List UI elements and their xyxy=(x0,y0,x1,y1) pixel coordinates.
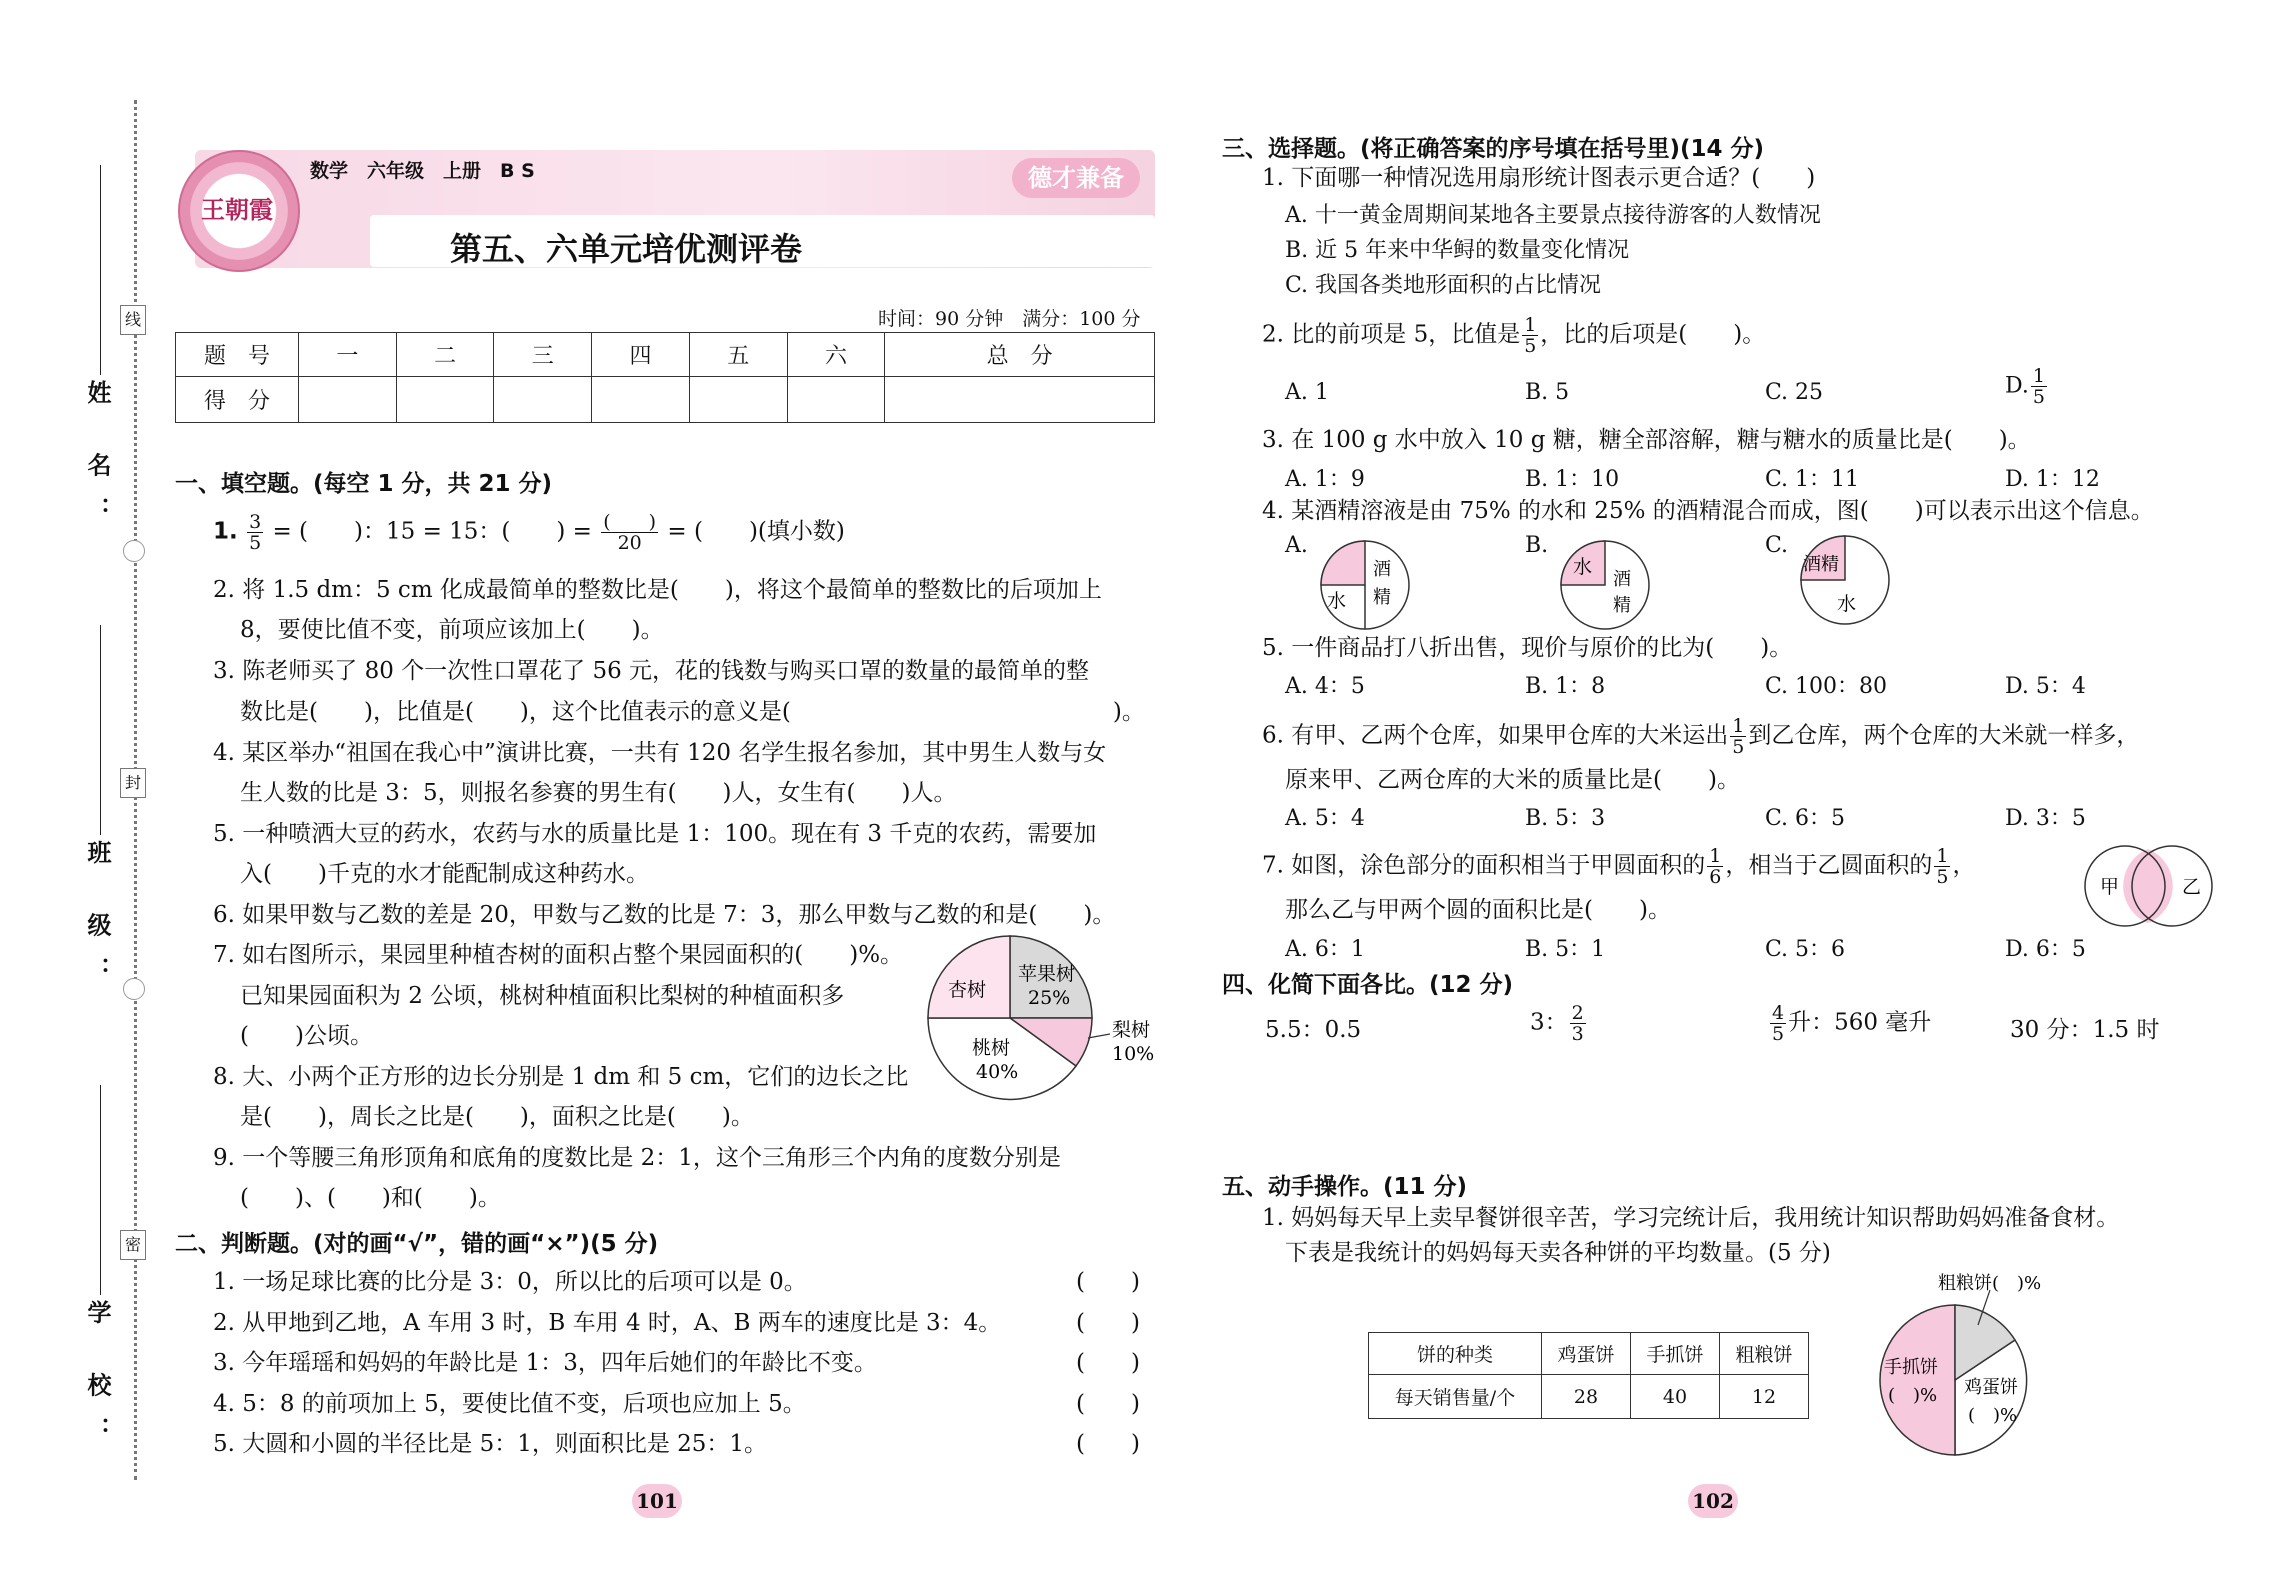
choice-q7-text-2: ，相当于乙圆面积的 xyxy=(1725,852,1933,879)
choice-q7-text: 7. 如图，涂色部分的面积相当于甲圆面积的 xyxy=(1262,852,1706,879)
exam-time: 时间：90 分钟 满分：100 分 xyxy=(878,308,1141,330)
score-input-cell[interactable] xyxy=(592,377,690,423)
choice-q6-text-2: 到乙仓库，两个仓库的大米就一样多， xyxy=(1748,722,2140,749)
page-title: 第五、六单元培优测评卷 xyxy=(450,230,803,268)
page-number-right: 102 xyxy=(1688,1484,1738,1518)
fill-q6: 6. 如果甲数与乙数的差是 20，甲数与乙数的比是 7：3，那么甲数与乙数的和是( )。 xyxy=(213,902,1116,928)
pie-slice-apricot xyxy=(928,936,1010,1018)
choice-q6-stem-2: 原来甲、乙两仓库的大米的质量比是( )。 xyxy=(1285,767,1740,793)
svg-text:酒: 酒 xyxy=(1613,569,1631,590)
table-header-cell: 鸡蛋饼 xyxy=(1542,1333,1631,1375)
table-header-cell: 饼的种类 xyxy=(1369,1333,1542,1375)
choice-q4-circle-b xyxy=(1555,535,1655,635)
pie-label-peach-pct: 40% xyxy=(976,1061,1019,1083)
table-cell: 12 xyxy=(1720,1375,1809,1419)
fraction: $\frac{4}{5}$ xyxy=(1772,1002,1785,1045)
choice-q5-opt-c[interactable]: C. 100：80 xyxy=(1765,674,1888,699)
operate-q1-line2: 下表是我统计的妈妈每天卖各种饼的平均数量。(5 分) xyxy=(1285,1240,1831,1266)
operate-q1-line1: 1. 妈妈每天早上卖早餐饼很辛苦，学习完统计后，我用统计知识帮助妈妈准备食材。 xyxy=(1262,1205,2120,1231)
school-label: 学 校： xyxy=(83,1300,112,1461)
score-input-cell[interactable] xyxy=(787,377,885,423)
fill-q2-line2: 8，要使比值不变，前项应该加上( )。 xyxy=(240,617,664,643)
score-header-cell: 六 xyxy=(787,333,885,377)
score-header-cell: 总 分 xyxy=(885,333,1155,377)
fill-q3-line1: 3. 陈老师买了 80 个一次性口罩花了 56 元，花的钱数与购买口罩的数量的最简单的整 xyxy=(213,658,1090,684)
choice-q4-stem: 4. 某酒精溶液是由 75% 的水和 25% 的酒精混合而成，图( )可以表示出这个信息。 xyxy=(1262,498,2154,524)
fill-q4-line2: 生人数的比是 3：5，则报名参赛的男生有( )人，女生有( )人。 xyxy=(240,780,957,806)
svg-text:精: 精 xyxy=(1613,595,1631,616)
choice-q1-opt-c[interactable]: C. 我国各类地形面积的占比情况 xyxy=(1285,273,1602,298)
judge-item-4: 4. 5：8 的前项加上 5，要使比值不变，后项也应加上 5。 xyxy=(213,1391,806,1417)
q1-text-2: = ( )(填小数) xyxy=(667,518,845,545)
choice-q4-circle-c xyxy=(1795,530,1895,630)
simplify-3: $\frac{4}{5}$ 升：560 毫升 xyxy=(1772,1002,1932,1045)
pie-slice-hand xyxy=(1880,1305,1955,1455)
choice-q6-text: 6. 有甲、乙两个仓库，如果甲仓库的大米运出 xyxy=(1262,722,1729,749)
choice-q2-opt-b[interactable]: B. 5 xyxy=(1525,380,1570,405)
judge-answer-1[interactable]: ( ) xyxy=(1076,1269,1140,1295)
subject-line: 数学 六年级 上册 B S xyxy=(310,160,535,182)
choice-q2-opt-a[interactable]: A. 1 xyxy=(1285,380,1329,405)
binding-circle-2 xyxy=(123,978,145,1000)
simplify-2: 3： $\frac{2}{3}$ xyxy=(1530,1002,1584,1045)
score-header-cell: 三 xyxy=(494,333,592,377)
orchard-pie-chart xyxy=(920,928,1160,1108)
score-header-cell: 五 xyxy=(689,333,787,377)
name-label: 姓 名： xyxy=(83,380,112,541)
choice-q6-stem xyxy=(1262,716,2139,757)
table-cell: 28 xyxy=(1542,1375,1631,1419)
fraction: $\frac{2}{3}$ xyxy=(1571,1002,1584,1045)
choice-q6-opt-d[interactable]: D. 3：5 xyxy=(2005,806,2086,831)
choice-q7-opt-c[interactable]: C. 5：6 xyxy=(1765,937,1846,962)
svg-text:水: 水 xyxy=(1837,593,1857,615)
svg-text:水: 水 xyxy=(1573,556,1593,578)
judge-answer-2[interactable]: ( ) xyxy=(1076,1310,1140,1336)
simplify-1: 5.5：0.5 xyxy=(1265,1017,1362,1043)
choice-q2-text: 2. 比的前项是 5，比值是 xyxy=(1262,321,1521,348)
fill-q9-line1: 9. 一个等腰三角形顶角和底角的度数比是 2：1，这个三角形三个内角的度数分别是 xyxy=(213,1145,1061,1171)
choice-q5-stem: 5. 一件商品打八折出售，现价与原价的比为( )。 xyxy=(1262,635,1793,661)
choice-q3-stem: 3. 在 100 g 水中放入 10 g 糖，糖全部溶解，糖与糖水的质量比是( )。 xyxy=(1262,427,2031,453)
score-table xyxy=(175,332,1155,423)
fill-q7-line1: 7. 如右图所示，果园里种植杏树的面积占整个果园面积的( )%。 xyxy=(213,942,904,968)
section-3-heading: 三、选择题。(将正确答案的序号填在括号里)(14 分) xyxy=(1222,136,1765,162)
score-header-cell: 二 xyxy=(396,333,494,377)
score-input-cell[interactable] xyxy=(885,377,1155,423)
choice-q3-opt-c[interactable]: C. 1：11 xyxy=(1765,467,1860,492)
seal-box-secret: 密 xyxy=(120,1230,146,1260)
pie-label-apricot: 杏树 xyxy=(948,979,987,1001)
badge: 德才兼备 xyxy=(1012,158,1140,198)
judge-item-2: 2. 从甲地到乙地，A 车用 3 时，B 车用 4 时，A、B 两车的速度比是 3：4。 xyxy=(213,1310,1002,1336)
fill-q7-line3: ( )公顷。 xyxy=(240,1023,373,1049)
fill-q9-line2: ( )、( )和( )。 xyxy=(240,1185,501,1211)
choice-q7-opt-d[interactable]: D. 6：5 xyxy=(2005,937,2086,962)
table-cell: 40 xyxy=(1631,1375,1720,1419)
fill-q3-line2: 数比是( )，比值是( )，这个比值表示的意义是( )。 xyxy=(240,699,1145,725)
section-4-heading: 四、化简下面各比。(12 分) xyxy=(1222,972,1514,998)
seal-box-seal: 封 xyxy=(120,768,146,798)
judge-item-5: 5. 大圆和小圆的半径比是 5：1，则面积比是 25：1。 xyxy=(213,1431,768,1457)
fill-q5-line2: 入( )千克的水才能配制成这种药水。 xyxy=(240,861,649,887)
choice-q2-stem xyxy=(1262,315,1765,356)
choice-q2-opt-d[interactable]: D. $\frac{1}{5}$ xyxy=(2005,365,2045,408)
table-cell: 每天销售量/个 xyxy=(1369,1375,1542,1419)
choice-q5-opt-a[interactable]: A. 4：5 xyxy=(1285,674,1365,699)
fraction: $\frac{1}{5}$ xyxy=(1936,845,1949,888)
choice-q7-stem-2: 那么乙与甲两个圆的面积比是( )。 xyxy=(1285,897,1671,923)
class-underline[interactable] xyxy=(100,625,101,835)
pie-label-egg-pct: ( )% xyxy=(1968,1405,2018,1426)
choice-q3-opt-d[interactable]: D. 1：12 xyxy=(2005,467,2100,492)
fill-q4-line1: 4. 某区举办“祖国在我心中”演讲比赛，一共有 120 名学生报名参加，其中男生人数与女 xyxy=(213,740,1107,766)
seal-box-line: 线 xyxy=(120,305,146,335)
svg-text:酒: 酒 xyxy=(1373,559,1391,580)
section-5-heading: 五、动手操作。(11 分) xyxy=(1222,1174,1468,1200)
fraction: $\frac{1}{6}$ xyxy=(1709,845,1722,888)
pie-label-apple: 苹果树 xyxy=(1018,963,1076,985)
svg-text:乙: 乙 xyxy=(2182,876,2202,898)
pie-label-coarse: 粗粮饼( )% xyxy=(1938,1273,2042,1294)
pie-label-pear: 梨树 xyxy=(1112,1019,1151,1041)
judge-item-3: 3. 今年瑶瑶和妈妈的年龄比是 1：3，四年后她们的年龄比不变。 xyxy=(213,1350,877,1376)
score-header-cell: 题 号 xyxy=(176,333,299,377)
pie-label-hand-pct: ( )% xyxy=(1888,1385,1938,1406)
choice-q3-opt-b[interactable]: B. 1：10 xyxy=(1525,467,1620,492)
table-header-cell: 手抓饼 xyxy=(1631,1333,1720,1375)
choice-q7-text-3: ， xyxy=(1952,852,1976,879)
fill-q5-line1: 5. 一种喷洒大豆的药水，农药与水的质量比是 1：100。现在有 3 千克的农药，需要加 xyxy=(213,821,1097,847)
judge-answer-5[interactable]: ( ) xyxy=(1076,1431,1140,1457)
class-label: 班 级： xyxy=(83,840,112,1001)
svg-text:酒精: 酒精 xyxy=(1803,554,1839,575)
fill-q7-line2: 已知果园面积为 2 公顷，桃树种植面积比梨树的种植面积多 xyxy=(240,983,845,1009)
score-label-cell: 得 分 xyxy=(176,377,299,423)
choice-q7-opt-a[interactable]: A. 6：1 xyxy=(1285,937,1365,962)
score-input-cell[interactable] xyxy=(494,377,592,423)
q1-text-1: = ( )：15 = 15：( ) = xyxy=(272,518,592,545)
logo-text: 王朝霞 xyxy=(201,195,273,224)
score-input-cell[interactable] xyxy=(396,377,494,423)
choice-q4-opt-c[interactable]: C. xyxy=(1765,533,1789,558)
fill-q8-line1: 8. 大、小两个正方形的边长分别是 1 dm 和 5 cm，它们的边长之比 xyxy=(213,1064,909,1090)
choice-q5-opt-b[interactable]: B. 1：8 xyxy=(1525,674,1606,699)
pie-label-peach: 桃树 xyxy=(972,1037,1011,1059)
name-underline[interactable] xyxy=(100,165,101,375)
fraction: $\frac{1}{5}$ xyxy=(1524,314,1537,357)
choice-q6-opt-a[interactable]: A. 5：4 xyxy=(1285,806,1365,831)
fraction: $\frac{( )}{20}$ xyxy=(603,511,657,554)
venn-circles xyxy=(2070,836,2230,936)
judge-answer-3[interactable]: ( ) xyxy=(1076,1350,1140,1376)
fraction: $\frac{1}{5}$ xyxy=(1732,715,1745,758)
fill-q2-line1: 2. 将 1.5 dm：5 cm 化成最简单的整数比是( )，将这个最简单的整数比的后项加上 xyxy=(213,577,1102,603)
choice-q6-opt-c[interactable]: C. 6：5 xyxy=(1765,806,1846,831)
score-input-cell[interactable] xyxy=(299,377,397,423)
svg-text:精: 精 xyxy=(1373,587,1391,608)
simplify-4: 30 分：1.5 时 xyxy=(2010,1017,2160,1043)
section-2-heading: 二、判断题。(对的画“√”，错的画“×”)(5 分) xyxy=(175,1231,659,1257)
choice-q2-opt-c[interactable]: C. 25 xyxy=(1765,380,1824,405)
pancake-table xyxy=(1368,1332,1809,1419)
fraction: $\frac{3}{5}$ xyxy=(249,511,262,554)
section-1-heading: 一、填空题。(每空 1 分，共 21 分) xyxy=(175,471,553,497)
choice-q4-circle-a xyxy=(1315,535,1415,635)
choice-q1-opt-a[interactable]: A. 十一黄金周期间某地各主要景点接待游客的人数情况 xyxy=(1285,203,1821,228)
choice-q7-stem xyxy=(1262,846,1975,887)
fill-q1 xyxy=(213,512,845,553)
choice-q1-opt-b[interactable]: B. 近 5 年来中华鲟的数量变化情况 xyxy=(1285,238,1630,263)
fraction: $\frac{1}{5}$ xyxy=(2032,365,2045,408)
choice-q5-opt-d[interactable]: D. 5：4 xyxy=(2005,674,2086,699)
pie-label-apple-pct: 25% xyxy=(1028,987,1071,1009)
school-underline[interactable] xyxy=(100,1085,101,1295)
choice-q4-opt-b[interactable]: B. xyxy=(1525,533,1549,558)
choice-q2-text-2: ，比的后项是( )。 xyxy=(1540,321,1766,348)
pancake-pie-chart xyxy=(1860,1265,2090,1465)
fill-q8-line2: 是( )，周长之比是( )，面积之比是( )。 xyxy=(240,1104,754,1130)
binding-circle-1 xyxy=(123,540,145,562)
score-input-cell[interactable] xyxy=(689,377,787,423)
table-header-cell: 粗粮饼 xyxy=(1720,1333,1809,1375)
pie-label-pear-pct: 10% xyxy=(1112,1043,1155,1065)
pie-label-hand: 手抓饼 xyxy=(1884,1357,1938,1378)
choice-q3-opt-a[interactable]: A. 1：9 xyxy=(1285,467,1365,492)
svg-text:水: 水 xyxy=(1327,590,1347,612)
judge-answer-4[interactable]: ( ) xyxy=(1076,1391,1140,1417)
pie-label-egg: 鸡蛋饼 xyxy=(1964,1377,2018,1398)
choice-q4-opt-a[interactable]: A. xyxy=(1285,533,1308,558)
choice-q6-opt-b[interactable]: B. 5：3 xyxy=(1525,806,1606,831)
svg-text:甲: 甲 xyxy=(2100,876,2120,898)
choice-q7-opt-b[interactable]: B. 5：1 xyxy=(1525,937,1606,962)
choice-q1-stem: 1. 下面哪一种情况选用扇形统计图表示更合适？( ) xyxy=(1262,165,1816,191)
page-number-left: 101 xyxy=(632,1484,682,1518)
score-header-cell: 四 xyxy=(592,333,690,377)
judge-item-1: 1. 一场足球比赛的比分是 3：0，所以比的后项可以是 0。 xyxy=(213,1269,807,1295)
score-header-cell: 一 xyxy=(299,333,397,377)
q-number: 1. xyxy=(213,518,238,545)
